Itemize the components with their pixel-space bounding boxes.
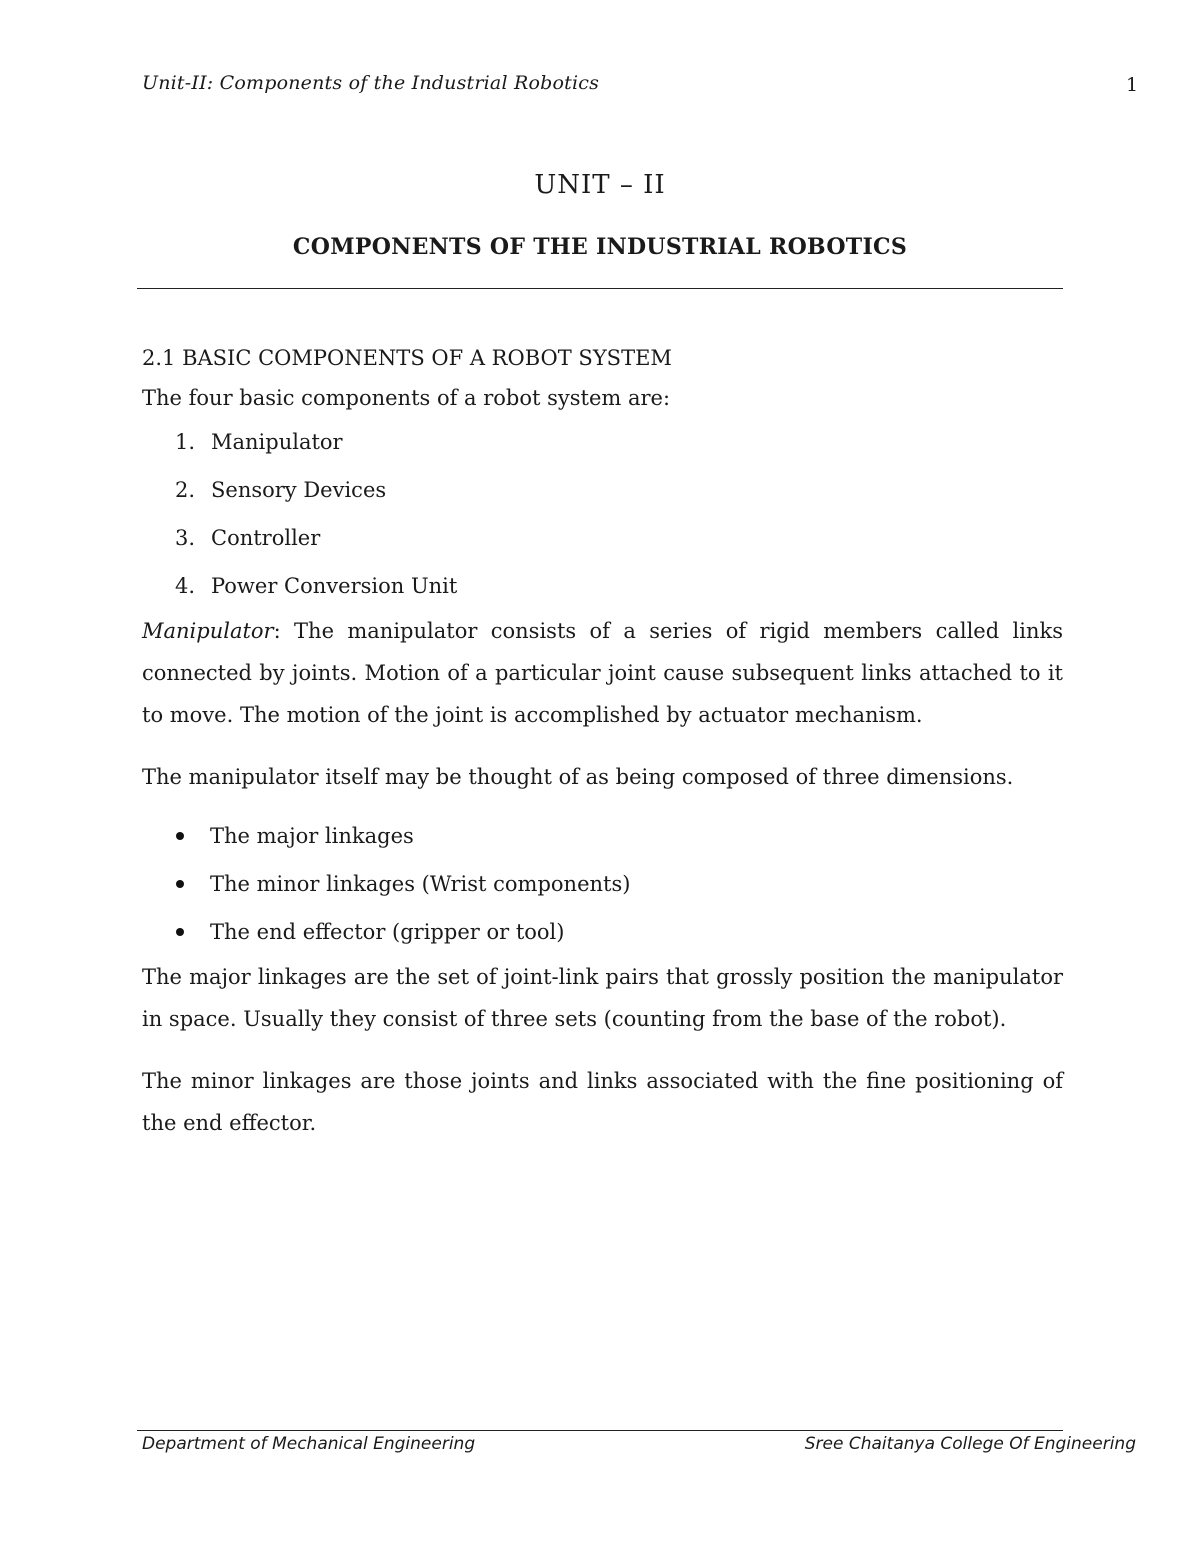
list-number: 2.	[175, 478, 196, 502]
unit-subtitle: COMPONENTS OF THE INDUSTRIAL ROBOTICS	[292, 234, 908, 260]
linkage-bullet-list	[142, 820, 1063, 948]
list-number: 1.	[175, 430, 196, 454]
manipulator-definition: : The manipulator consists of a series of rigid members called links connected by joints. Motion of a particular joint cause subsequent links attached to it to move. The motion of the joint is accomplished by actuator mechanism.	[142, 619, 1063, 727]
manipulator-term: Manipulator	[142, 619, 274, 643]
bullet-text: The major linkages	[210, 824, 414, 848]
bullet-item	[142, 916, 1063, 948]
manipulator-paragraph	[142, 610, 1063, 736]
section-heading: 2.1 BASIC COMPONENTS OF A ROBOT SYSTEM	[142, 346, 672, 370]
list-number: 3.	[175, 526, 196, 550]
bullet-icon	[176, 928, 184, 936]
bullet-icon	[176, 832, 184, 840]
footer-college: Sree Chaitanya College Of Engineering	[804, 1434, 1136, 1454]
footer-divider	[137, 1430, 1063, 1431]
title-divider	[137, 288, 1063, 289]
list-item	[142, 522, 1063, 554]
list-item	[142, 570, 1063, 602]
bullet-item	[142, 820, 1063, 852]
unit-title: UNIT – II	[534, 170, 666, 200]
list-item-text: Controller	[211, 526, 321, 550]
minor-linkages-paragraph: The minor linkages are those joints and links associated with the fine positioning of the end effector.	[142, 1069, 1063, 1135]
running-header: Unit-II: Components of the Industrial Robotics	[142, 72, 600, 94]
list-number: 4.	[175, 574, 196, 598]
list-item-text: Manipulator	[211, 430, 343, 454]
list-item-text: Power Conversion Unit	[211, 574, 458, 598]
bullet-icon	[176, 880, 184, 888]
dimensions-paragraph: The manipulator itself may be thought of as being composed of three dimensions.	[142, 765, 1014, 789]
list-item-text: Sensory Devices	[211, 478, 387, 502]
intro-paragraph: The four basic components of a robot system are:	[142, 386, 671, 410]
list-item	[142, 474, 1063, 506]
bullet-text: The end effector (gripper or tool)	[210, 920, 565, 944]
page-number: 1	[1126, 74, 1139, 96]
footer-department: Department of Mechanical Engineering	[142, 1434, 476, 1454]
components-list	[142, 426, 1063, 602]
bullet-text: The minor linkages (Wrist components)	[210, 872, 631, 896]
list-item	[142, 426, 1063, 458]
major-linkages-paragraph: The major linkages are the set of joint-link pairs that grossly position the manipulator in space. Usually they consist of three sets (counting from the base of the robot).	[142, 965, 1063, 1031]
bullet-item	[142, 868, 1063, 900]
page-body	[142, 342, 1063, 1144]
